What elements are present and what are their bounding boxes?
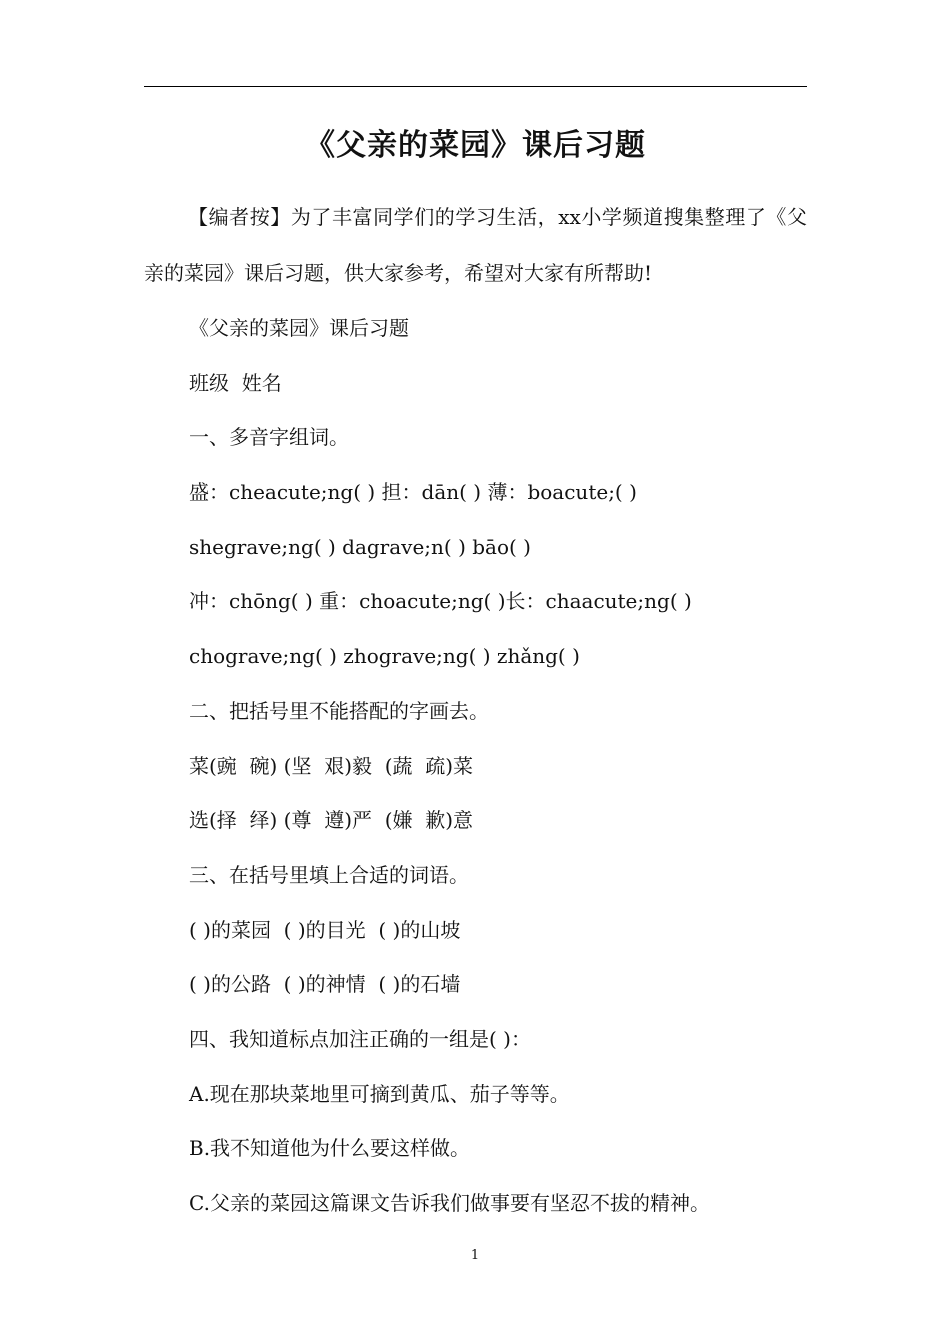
intro-text: 【编者按】为了丰富同学们的学习生活，xx小学频道搜集整理了《父亲的菜园》课后习题，供大家参考，希望对大家有所帮助! bbox=[144, 205, 807, 285]
section-heading-4: 四、我知道标点加注正确的一组是( )： bbox=[189, 1026, 531, 1051]
section-heading-1: 一、多音字组词。 bbox=[189, 425, 349, 450]
page-title: 《父亲的菜园》课后习题 bbox=[305, 128, 646, 163]
exercise-line: ( )的菜园 ( )的目光 ( )的山坡 bbox=[189, 917, 461, 942]
exercise-line: shegrave;ng( ) dagrave;n( ) bāo( ) bbox=[189, 534, 531, 559]
page-number: 1 bbox=[470, 1248, 480, 1263]
section-heading-3: 三、在括号里填上合适的词语。 bbox=[189, 862, 469, 887]
subtitle-line: 《父亲的菜园》课后习题 bbox=[189, 316, 409, 340]
exercise-line: 菜(豌 碗) (坚 艰)毅 (蔬 疏)菜 bbox=[189, 753, 474, 778]
class-name-line: 班级 姓名 bbox=[189, 370, 282, 395]
header-rule bbox=[144, 86, 807, 87]
intro-paragraph bbox=[144, 189, 807, 301]
exercise-line: chograve;ng( ) zhograve;ng( ) zhǎng( ) bbox=[189, 644, 580, 669]
exercise-content bbox=[144, 301, 807, 1231]
section-heading-2: 二、把括号里不能搭配的字画去。 bbox=[189, 698, 489, 723]
exercise-line: 冲：chōng( ) 重：choacute;ng( )长：chaacute;ng( ) bbox=[189, 589, 692, 614]
exercise-line: 选(择 绎) (尊 遵)严 (嫌 歉)意 bbox=[189, 808, 474, 833]
exercise-line: 盛：cheacute;ng( ) 担：dān( ) 薄：boacute;( ) bbox=[189, 480, 637, 505]
option-b: B.我不知道他为什么要这样做。 bbox=[189, 1136, 471, 1161]
exercise-line: ( )的公路 ( )的神情 ( )的石墙 bbox=[189, 972, 461, 997]
option-a: A.现在那块菜地里可摘到黄瓜、茄子等等。 bbox=[189, 1081, 570, 1106]
option-c: C.父亲的菜园这篇课文告诉我们做事要有坚忍不拔的精神。 bbox=[189, 1191, 710, 1215]
